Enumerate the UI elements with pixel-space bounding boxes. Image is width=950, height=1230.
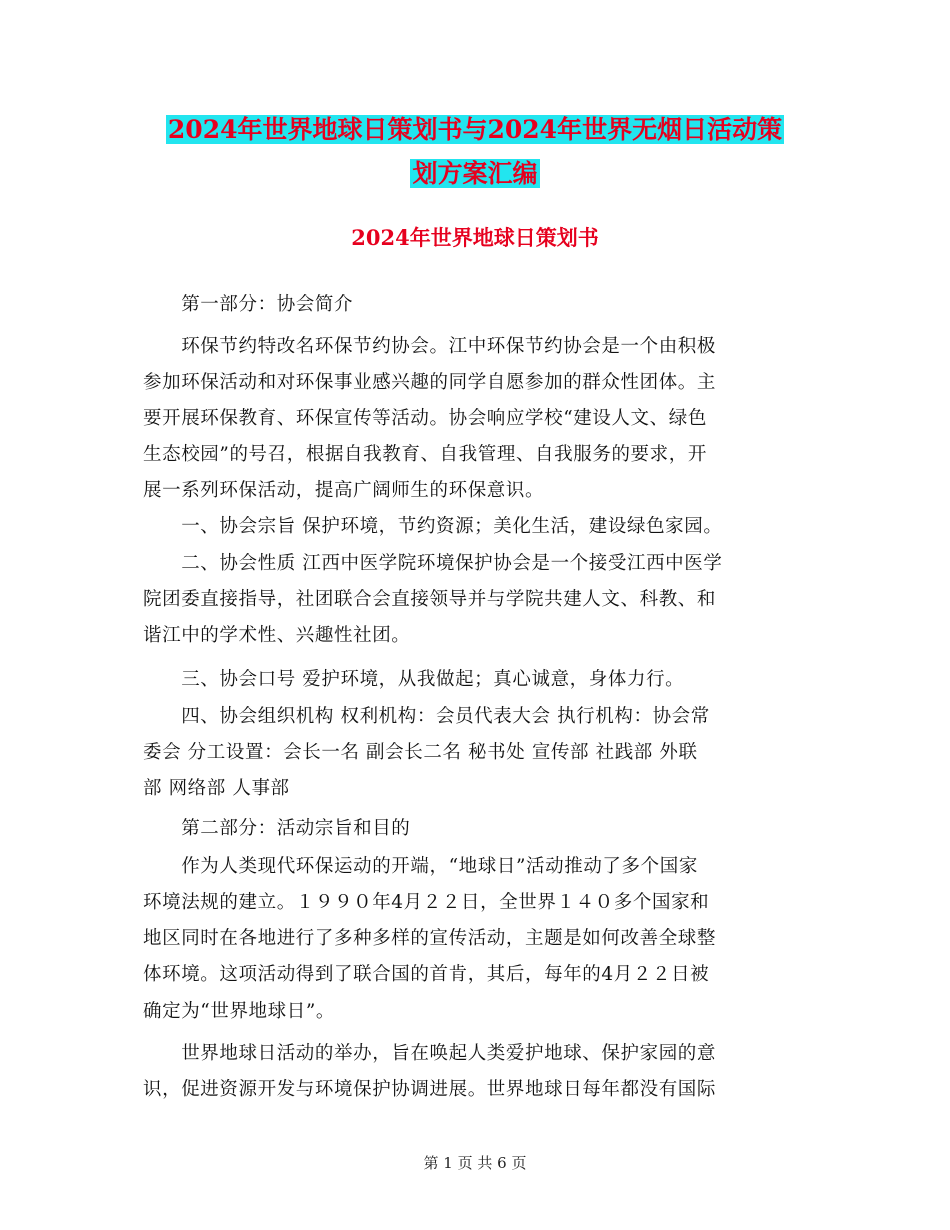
text-line: 二、协会性质 江西中医学院环境保护协会是一个接受江西中医学 xyxy=(143,553,723,574)
text-line: 体环境。这项活动得到了联合国的首肯，其后，每年的4月２２日被 xyxy=(143,964,710,985)
text-line: 四、协会组织机构 权利机构：会员代表大会 执行机构：协会常 xyxy=(143,706,710,727)
text-line: 世界地球日活动的举办，旨在唤起人类爱护地球、保护家园的意 xyxy=(143,1043,717,1064)
text-line: 展一系列环保活动，提高广阔师生的环保意识。 xyxy=(143,480,545,501)
document-title-line-2 xyxy=(140,152,810,196)
text-line: 委会 分工设置：会长一名 副会长二名 秘书处 宣传部 社践部 外联 xyxy=(143,742,698,763)
text-line: 第一部分：协会简介 xyxy=(143,294,354,315)
document-title-highlight-1: 2024年世界地球日策划书与2024年世界无烟日活动策 xyxy=(167,115,783,144)
text-line: 院团委直接指导，社团联合会直接领导并与学院共建人文、科教、和 xyxy=(143,589,717,610)
document-title-highlight-2: 划方案汇编 xyxy=(412,159,538,188)
text-line: 地区同时在各地进行了多种多样的宣传活动，主题是如何改善全球整 xyxy=(143,928,717,949)
text-line: 一、协会宗旨 保护环境，节约资源；美化生活，建设绿色家园。 xyxy=(143,516,723,537)
text-line: 三、协会口号 爱护环境，从我做起；真心诚意，身体力行。 xyxy=(143,669,685,690)
text-line: 环境法规的建立。１９９０年4月２２日，全世界１４０多个国家和 xyxy=(143,892,710,913)
text-line: 生态校园”的号召，根据自我教育、自我管理、自我服务的要求，开 xyxy=(143,444,707,465)
text-line: 环保节约特改名环保节约协会。江中环保节约协会是一个由积极 xyxy=(143,336,717,357)
text-line: 要开展环保教育、环保宣传等活动。协会响应学校“建设人文、绿色 xyxy=(143,408,707,429)
text-line: 识，促进资源开发与环境保护协调进展。世界地球日每年都没有国际 xyxy=(143,1079,717,1100)
page-number: 第 1 页 共 6 页 xyxy=(423,1154,527,1172)
text-line: 作为人类现代环保运动的开端，“地球日”活动推动了多个国家 xyxy=(143,856,698,877)
text-line: 参加环保活动和对环保事业感兴趣的同学自愿参加的群众性团体。主 xyxy=(143,372,717,393)
text-line: 确定为“世界地球日”。 xyxy=(143,1001,336,1022)
text-line: 部 网络部 人事部 xyxy=(143,778,290,799)
document-title-line-1 xyxy=(140,108,810,152)
section-heading: 2024年世界地球日策划书 xyxy=(351,225,599,250)
text-line: 第二部分：活动宗旨和目的 xyxy=(143,818,411,839)
text-line: 谐江中的学术性、兴趣性社团。 xyxy=(143,625,411,646)
